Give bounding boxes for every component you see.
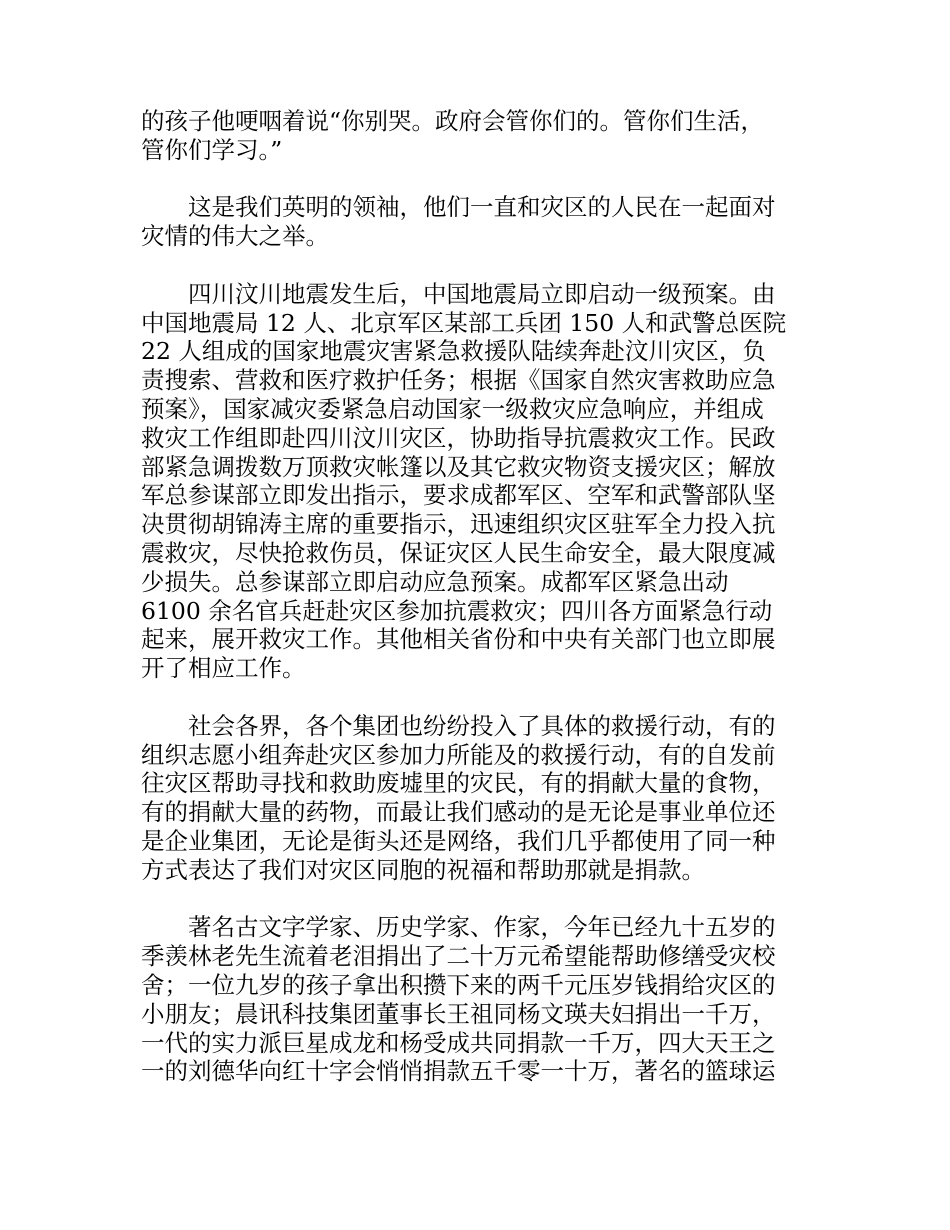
text-line: 这是我们英明的领袖，他们一直和灾区的人民在一起面对 [141,193,776,222]
text-line: 一的刘德华向红十字会悄悄捐款五千零一十万，著名的篮球运 [141,1057,776,1086]
text-line: 责搜索、营救和医疗救护任务；根据《国家自然灾害救助应急 [141,366,776,395]
paragraph [141,193,813,251]
text-line: 中国地震局 12 人、北京军区某部工兵团 150 人和武警总医院 [141,308,787,337]
text-line: 四川汶川地震发生后，中国地震局立即启动一级预案。由 [141,279,776,308]
text-line: 开了相应工作。 [141,654,306,683]
text-line: 决贯彻胡锦涛主席的重要指示，迅速组织灾区驻军全力投入抗 [141,510,776,539]
text-line: 有的捐献大量的药物，而最让我们感动的是无论是事业单位还 [141,798,776,827]
paragraph [141,280,813,683]
text-line: 一代的实力派巨星成龙和杨受成共同捐款一千万，四大天王之 [141,1028,776,1057]
text-line: 小朋友；晨讯科技集团董事长王祖同杨文瑛夫妇捐出一千万， [141,999,776,1028]
text-line: 季羡林老先生流着老泪捐出了二十万元希望能帮助修缮受灾校 [141,942,776,971]
text-line: 起来，展开救灾工作。其他相关省份和中央有关部门也立即展 [141,625,776,654]
text-line: 管你们学习。” [141,135,283,164]
paragraph [141,913,813,1086]
text-line: 社会各界，各个集团也纷纷投入了具体的救援行动，有的 [141,711,776,740]
text-line: 预案》，国家减灾委紧急启动国家一级救灾应急响应，并组成 [141,394,764,423]
document-body [141,107,813,1115]
text-line: 救灾工作组即赴四川汶川灾区，协助指导抗震救灾工作。民政 [141,423,776,452]
text-line: 震救灾，尽快抢救伤员，保证灾区人民生命安全，最大限度减 [141,538,776,567]
text-line: 是企业集团，无论是街头还是网络，我们几乎都使用了同一种 [141,826,776,855]
text-line: 往灾区帮助寻找和救助废墟里的灾民，有的捐献大量的食物， [141,769,776,798]
paragraph [141,712,813,885]
text-line: 舍；一位九岁的孩子拿出积攒下来的两千元压岁钱捐给灾区的 [141,970,776,999]
text-line: 22 人组成的国家地震灾害紧急救援队陆续奔赴汶川灾区，负 [141,337,766,366]
paragraph [141,107,813,165]
text-line: 少损失。总参谋部立即启动应急预案。成都军区紧急出动 [141,567,729,596]
text-line: 6100 余名官兵赶赴灾区参加抗震救灾；四川各方面紧急行动 [141,596,773,625]
text-line: 方式表达了我们对灾区同胞的祝福和帮助那就是捐款。 [141,855,705,884]
text-line: 部紧急调拨数万顶救灾帐篷以及其它救灾物资支援灾区；解放 [141,452,776,481]
text-line: 著名古文字学家、历史学家、作家，今年已经九十五岁的 [141,913,776,942]
text-line: 的孩子他哽咽着说“你别哭。政府会管你们的。管你们生活， [141,107,765,135]
text-line: 灾情的伟大之举。 [141,222,329,251]
text-line: 组织志愿小组奔赴灾区参加力所能及的救援行动，有的自发前 [141,740,776,769]
text-line: 军总参谋部立即发出指示，要求成都军区、空军和武警部队坚 [141,481,776,510]
